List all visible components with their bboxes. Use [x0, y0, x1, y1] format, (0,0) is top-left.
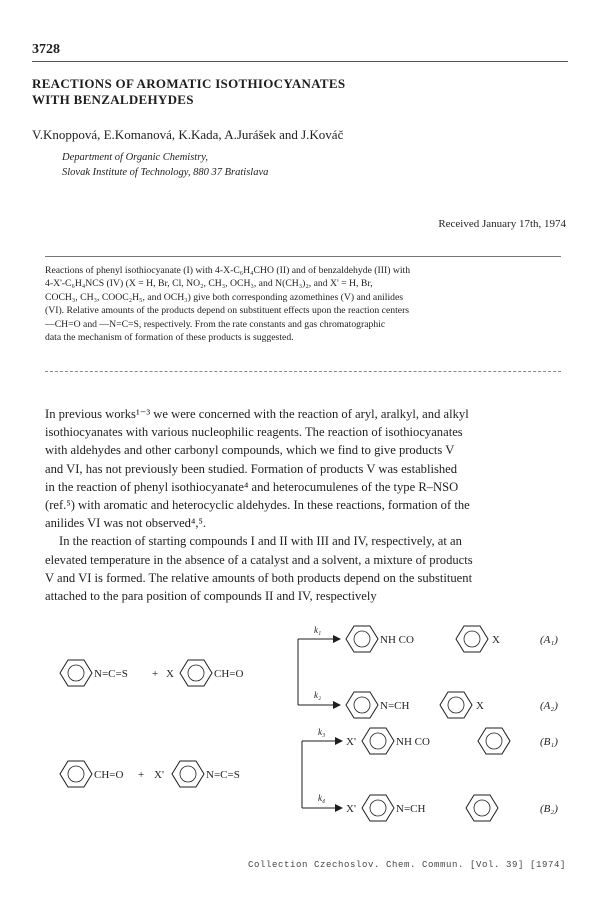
abstract-line: data the mechanism of formation of these products is suggested.: [45, 332, 294, 344]
benzene-ring: [440, 692, 472, 718]
substituent-x: X: [476, 700, 484, 712]
body-line: in the reaction of phenyl isothiocyanate⁴ and heterocumulenes of the type R–NSO: [45, 479, 459, 494]
body-line: with aldehydes and other carbonyl compounds, which we find to give products V: [45, 443, 455, 458]
benzene-ring: [362, 795, 394, 821]
benzene-ring: [346, 692, 378, 718]
abstract-rule-bottom: [45, 371, 561, 372]
benzene-ring: [456, 626, 488, 652]
affiliation: [62, 150, 268, 180]
abstract-line: —CH=O and —N=C=S, respectively. From the rate constants and gas chromatographic: [45, 318, 386, 330]
title-line-1: REACTIONS OF AROMATIC ISOTHIOCYANATES: [32, 76, 346, 91]
benzene-ring: [346, 626, 378, 652]
abstract-rule-top: [45, 256, 561, 257]
substituent-x: X: [492, 634, 500, 646]
authors: V.Knoppová, E.Komanová, K.Kada, A.Jurášek and J.Kováč: [32, 127, 344, 142]
product-label-b1: (B₁): [540, 736, 558, 748]
benzene-ring: [180, 660, 212, 686]
body-line: elevated temperature in the absence of a catalyst and a solvent, a mixture of products: [45, 552, 473, 567]
benzene-ring: [172, 761, 204, 787]
page-number: 3728: [32, 42, 60, 57]
product-label-a2: (A₂): [540, 700, 558, 712]
substituent-x-prime: X': [154, 769, 164, 781]
journal-footer: Collection Czechoslov. Chem. Commun. [Vol. 39] [1974]: [247, 860, 566, 870]
product-label-a1: (A₁): [540, 634, 558, 646]
substituent-x-prime: X': [346, 803, 356, 815]
rate-constant-k1: k₁: [314, 625, 322, 635]
substituent-x: X: [166, 668, 174, 680]
body-line: attached to the para position of compounds II and IV, respectively: [45, 589, 377, 604]
benzene-ring: [60, 761, 92, 787]
article-title: [32, 76, 568, 108]
body-line: V and VI is formed. The relative amounts of both products depend on the substituent: [45, 570, 473, 585]
benzene-ring: [60, 660, 92, 686]
isothiocyanate-group: N=C=S: [206, 769, 240, 781]
plus-sign: +: [152, 668, 159, 680]
aldehyde-group: CH=O: [94, 769, 124, 781]
rate-constant-k3: k₃: [318, 727, 326, 737]
body-text: [45, 405, 567, 605]
affiliation-line-1: Department of Organic Chemistry,: [62, 152, 209, 163]
aldehyde-group: CH=O: [214, 668, 244, 680]
received-date: Received January 17th, 1974: [438, 218, 566, 230]
benzene-ring: [478, 728, 510, 754]
isothiocyanate-group: N=C=S: [94, 668, 128, 680]
abstract-line: (VI). Relative amounts of the products depend on substituent effects upon the reaction centers: [45, 305, 410, 317]
benzene-ring: [362, 728, 394, 754]
abstract-line: Reactions of phenyl isothiocyanate (I) with 4-X-C₆H₄CHO (II) and of benzaldehyde (III) with: [45, 265, 411, 276]
product-label-b2: (B₂): [540, 803, 558, 815]
body-line: In the reaction of starting compounds I and II with III and IV, respectively, at an: [59, 534, 462, 549]
imine-linkage: N=CH: [396, 803, 426, 815]
body-line: and VI, has not previously been studied. Formation of products V was established: [45, 461, 458, 476]
body-line: In previous works¹⁻³ we were concerned with the reaction of aryl, aralkyl, and alkyl: [45, 407, 469, 421]
title-line-2: WITH BENZALDEHYDES: [32, 92, 194, 107]
imine-linkage: N=CH: [380, 700, 410, 712]
benzene-ring: [466, 795, 498, 821]
rate-constant-k4: k₄: [318, 793, 326, 803]
body-line: isothiocyanates with various nucleophilic reagents. The reaction of isothiocyanates: [45, 425, 463, 440]
rate-constant-k2: k₂: [314, 690, 322, 700]
abstract: [45, 264, 561, 344]
body-line: (ref.⁵) with aromatic and heterocyclic aldehydes. In these reactions, formation of the: [45, 498, 470, 513]
amide-linkage: NH CO: [380, 634, 414, 646]
abstract-line: 4-X'-C₆H₄NCS (IV) (X = H, Br, Cl, NO₂, CH₃, OCH₃, and N(CH₃)₂, and X' = H, Br,: [45, 278, 373, 290]
header-rule: [32, 61, 568, 62]
affiliation-line-2: Slovak Institute of Technology, 880 37 Bratislava: [62, 167, 269, 178]
body-line: anilides VI was not observed⁴,⁵.: [45, 516, 207, 531]
plus-sign: +: [138, 769, 145, 781]
reaction-scheme: [0, 614, 600, 834]
amide-linkage: NH CO: [396, 736, 430, 748]
abstract-line: COCH₃, CH₃, COOC₂H₅, and OCH₃) give both corresponding azomethines (V) and anilides: [45, 291, 404, 303]
substituent-x-prime: X': [346, 736, 356, 748]
